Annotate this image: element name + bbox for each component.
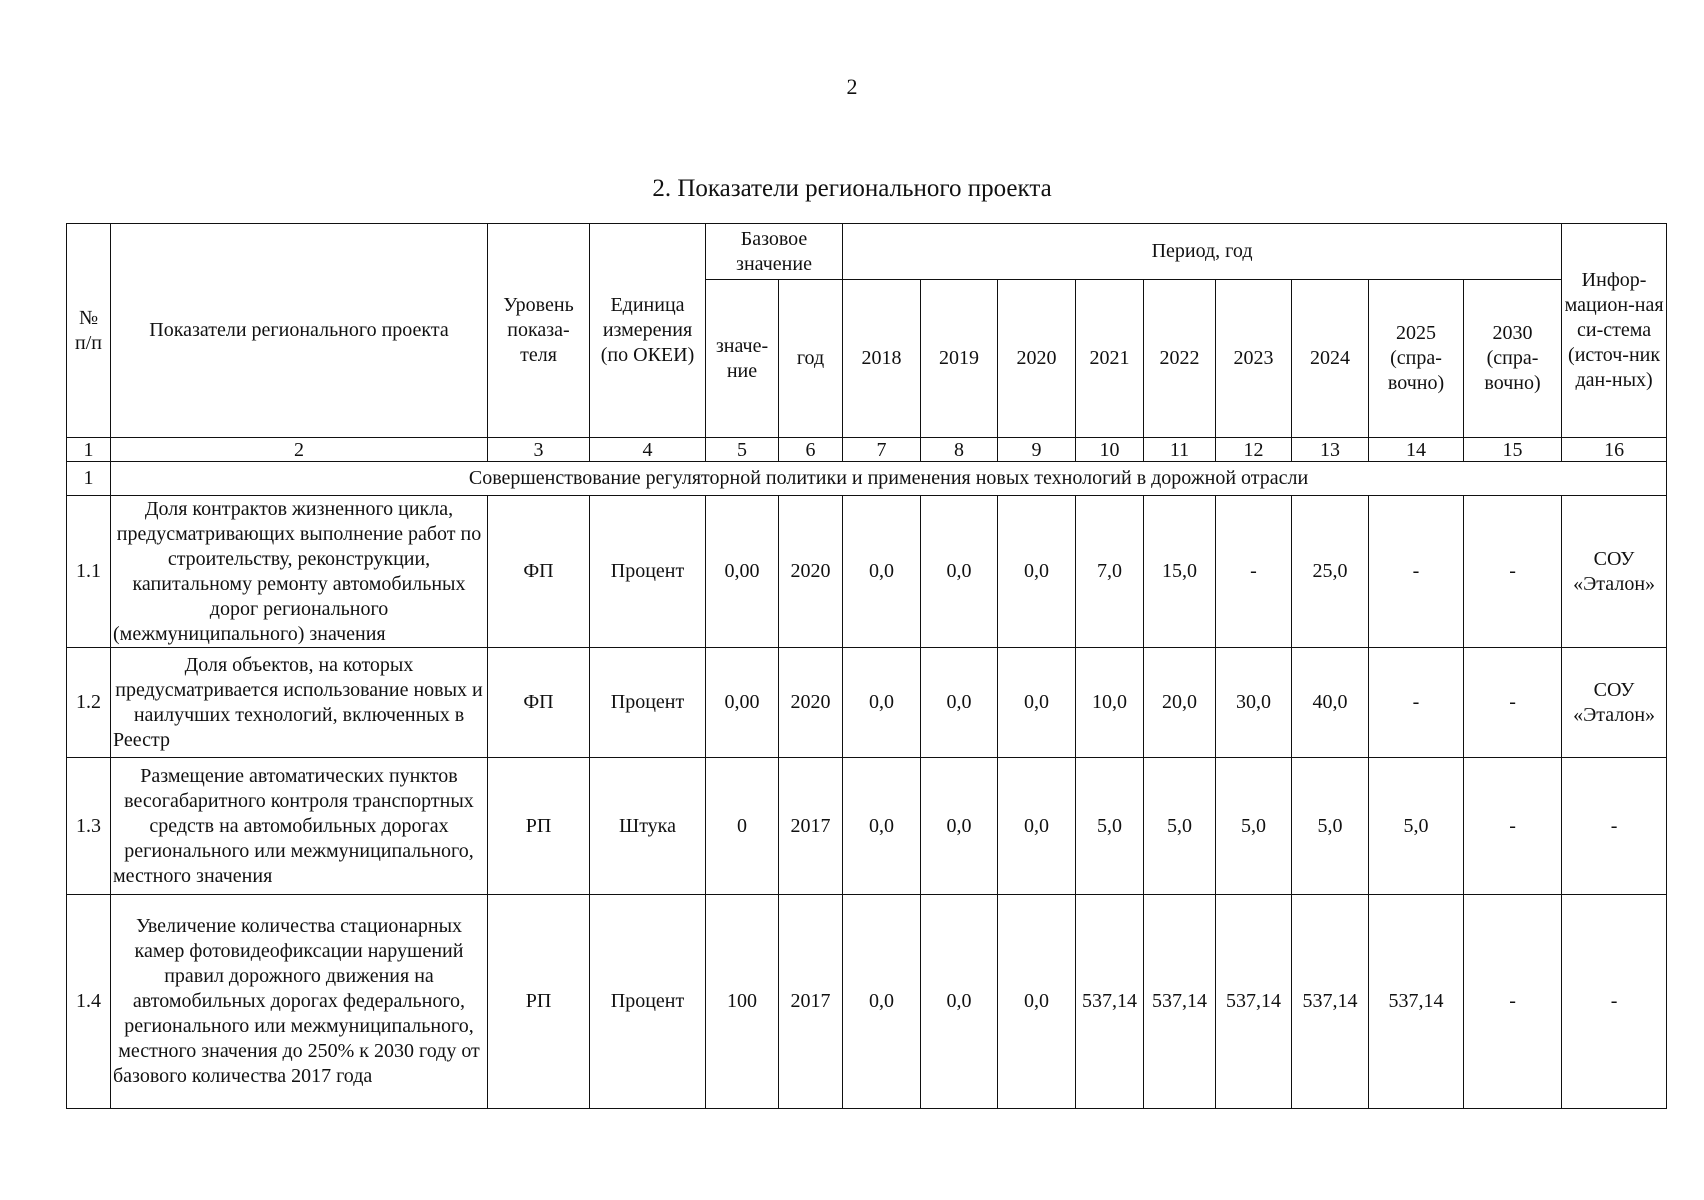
row-base-value: 0 <box>706 758 779 895</box>
column-number: 7 <box>843 438 921 462</box>
row-value: 537,14 <box>1144 895 1216 1109</box>
column-number-row <box>67 438 1667 462</box>
row-value: 0,0 <box>921 496 998 648</box>
header-num: № п/п <box>67 224 111 438</box>
row-value: 537,14 <box>1076 895 1144 1109</box>
row-value: 10,0 <box>1076 648 1144 758</box>
row-value: - <box>1464 895 1562 1109</box>
header-year: 2030 (спра-вочно) <box>1464 280 1562 438</box>
header-year: 2021 <box>1076 280 1144 438</box>
header-row-1 <box>67 224 1667 280</box>
header-base: Базовое значение <box>706 224 843 280</box>
column-number: 9 <box>998 438 1076 462</box>
column-number: 13 <box>1292 438 1369 462</box>
row-name: Увеличение количества стационарных камер фотовидеофиксации нарушений правил дорожного движения на автомобильных дорогах федерального, регионального или межмуниципального, местного значения до 250% к 2030 году от базового количества 2017 года <box>111 895 488 1109</box>
row-value: 0,0 <box>998 758 1076 895</box>
header-year: 2020 <box>998 280 1076 438</box>
table-row <box>67 895 1667 1109</box>
row-num: 1.2 <box>67 648 111 758</box>
row-base-value: 100 <box>706 895 779 1109</box>
row-value: - <box>1216 496 1292 648</box>
section-title: Совершенствование регуляторной политики и применения новых технологий в дорожной отрасли <box>111 462 1667 496</box>
row-value: 0,0 <box>843 895 921 1109</box>
column-number: 16 <box>1562 438 1667 462</box>
row-unit: Штука <box>590 758 706 895</box>
header-base-value: значе-ние <box>706 280 779 438</box>
column-number: 12 <box>1216 438 1292 462</box>
row-value: 7,0 <box>1076 496 1144 648</box>
header-year: 2022 <box>1144 280 1216 438</box>
table-row <box>67 496 1667 648</box>
row-info: - <box>1562 758 1667 895</box>
row-value: - <box>1369 648 1464 758</box>
row-value: 20,0 <box>1144 648 1216 758</box>
row-base-year: 2020 <box>779 496 843 648</box>
row-value: - <box>1464 758 1562 895</box>
row-value: - <box>1369 496 1464 648</box>
row-value: 0,0 <box>998 895 1076 1109</box>
header-unit: Единица измерения (по ОКЕИ) <box>590 224 706 438</box>
row-value: 0,0 <box>921 895 998 1109</box>
row-value: 0,0 <box>843 758 921 895</box>
row-value: 537,14 <box>1292 895 1369 1109</box>
header-info: Инфор-мацион-ная си-стема (источ-ник дан-ных) <box>1562 224 1667 438</box>
row-value: - <box>1464 648 1562 758</box>
section-num: 1 <box>67 462 111 496</box>
row-base-value: 0,00 <box>706 648 779 758</box>
header-year: 2019 <box>921 280 998 438</box>
row-info: - <box>1562 895 1667 1109</box>
row-level: РП <box>488 895 590 1109</box>
column-number: 14 <box>1369 438 1464 462</box>
row-name: Доля объектов, на которых предусматривается использование новых и наилучших технологий, включенных в Реестр <box>111 648 488 758</box>
row-name: Размещение автоматических пунктов весогабаритного контроля транспортных средств на автомобильных дорогах регионального или межмуниципального, местного значения <box>111 758 488 895</box>
row-level: ФП <box>488 496 590 648</box>
row-value: 15,0 <box>1144 496 1216 648</box>
row-value: 0,0 <box>843 648 921 758</box>
row-value: 25,0 <box>1292 496 1369 648</box>
column-number: 2 <box>111 438 488 462</box>
row-name: Доля контрактов жизненного цикла, предусматривающих выполнение работ по строительству, реконструкции, капитальному ремонту автомобильных дорог регионального (межмуниципального) значения <box>111 496 488 648</box>
table-row <box>67 758 1667 895</box>
row-num: 1.3 <box>67 758 111 895</box>
header-level: Уровень показа-теля <box>488 224 590 438</box>
column-number: 15 <box>1464 438 1562 462</box>
column-number: 4 <box>590 438 706 462</box>
column-number: 6 <box>779 438 843 462</box>
row-value: 0,0 <box>843 496 921 648</box>
row-num: 1.4 <box>67 895 111 1109</box>
row-value: 5,0 <box>1292 758 1369 895</box>
row-value: 0,0 <box>921 758 998 895</box>
row-value: 30,0 <box>1216 648 1292 758</box>
row-num: 1.1 <box>67 496 111 648</box>
section-row <box>67 462 1667 496</box>
row-unit: Процент <box>590 496 706 648</box>
row-level: ФП <box>488 648 590 758</box>
column-number: 5 <box>706 438 779 462</box>
row-value: 0,0 <box>921 648 998 758</box>
header-period: Период, год <box>843 224 1562 280</box>
column-number: 3 <box>488 438 590 462</box>
row-value: 40,0 <box>1292 648 1369 758</box>
header-year: 2025 (спра-вочно) <box>1369 280 1464 438</box>
page-number: 2 <box>846 74 858 99</box>
row-info: СОУ «Эталон» <box>1562 648 1667 758</box>
row-value: 537,14 <box>1216 895 1292 1109</box>
row-value: - <box>1464 496 1562 648</box>
row-base-year: 2017 <box>779 758 843 895</box>
row-value: 5,0 <box>1076 758 1144 895</box>
column-number: 1 <box>67 438 111 462</box>
header-year: 2023 <box>1216 280 1292 438</box>
row-value: 5,0 <box>1216 758 1292 895</box>
row-value: 0,0 <box>998 648 1076 758</box>
row-info: СОУ «Эталон» <box>1562 496 1667 648</box>
column-number: 11 <box>1144 438 1216 462</box>
row-base-value: 0,00 <box>706 496 779 648</box>
page-title: 2. Показатели регионального проекта <box>652 175 1052 202</box>
row-value: 0,0 <box>998 496 1076 648</box>
row-unit: Процент <box>590 648 706 758</box>
row-value: 5,0 <box>1369 758 1464 895</box>
row-level: РП <box>488 758 590 895</box>
header-name: Показатели регионального проекта <box>111 224 488 438</box>
header-year: 2024 <box>1292 280 1369 438</box>
header-year: 2018 <box>843 280 921 438</box>
row-value: 5,0 <box>1144 758 1216 895</box>
header-base-year: год <box>779 280 843 438</box>
table-row <box>67 648 1667 758</box>
indicators-table <box>66 223 1667 1109</box>
row-unit: Процент <box>590 895 706 1109</box>
column-number: 10 <box>1076 438 1144 462</box>
column-number: 8 <box>921 438 998 462</box>
row-base-year: 2020 <box>779 648 843 758</box>
row-value: 537,14 <box>1369 895 1464 1109</box>
row-base-year: 2017 <box>779 895 843 1109</box>
